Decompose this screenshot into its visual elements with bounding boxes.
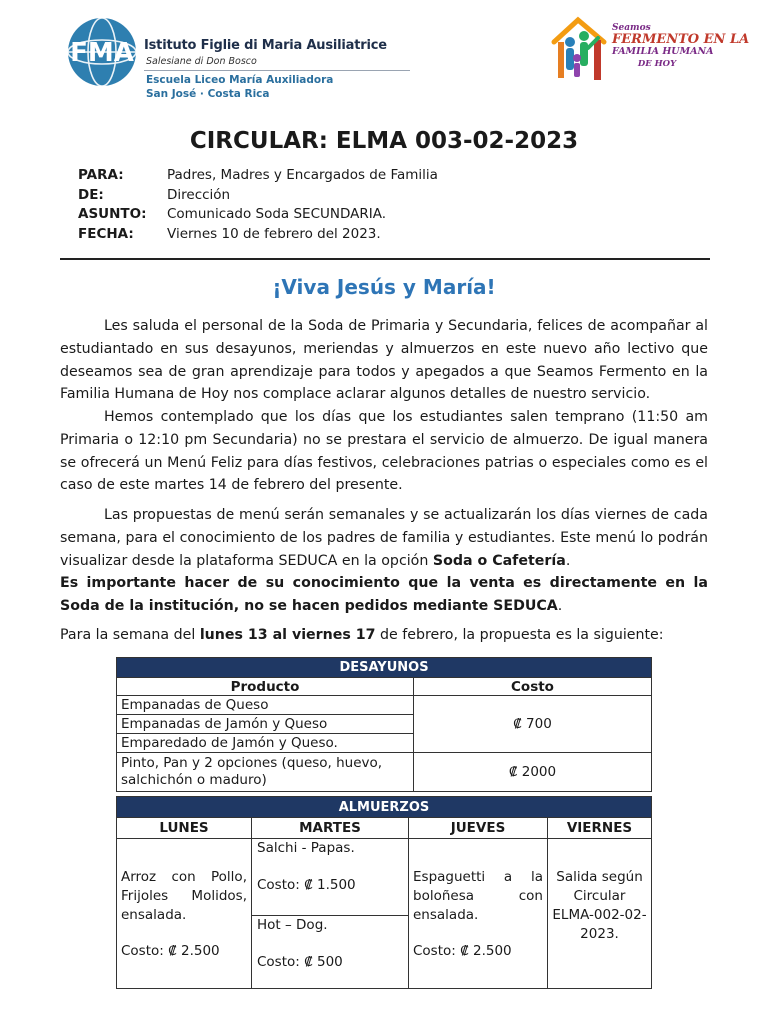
memo-value: Dirección xyxy=(167,186,231,203)
memo-value: Viernes 10 de febrero del 2023. xyxy=(167,225,381,242)
column-header-lunes: LUNES xyxy=(117,818,252,839)
memo-key: DE: xyxy=(78,186,104,203)
dish-text: Arroz con Pollo, Frijoles Molidos, ensalada. xyxy=(121,869,247,923)
fma-globe-emblem-icon xyxy=(66,16,138,88)
dish-text: Hot – Dog. xyxy=(257,917,328,933)
slogan-line: FAMILIA HUMANA xyxy=(612,46,714,57)
table-cell-product: Empanadas de Jamón y Queso xyxy=(117,715,414,734)
dish-text: Espaguetti a la boloñesa con ensalada. xyxy=(413,869,543,923)
viernes-note: Salida según Circular ELMA-002-02-2023. xyxy=(552,869,647,942)
column-header-jueves: JUEVES xyxy=(409,818,548,839)
logo-divider xyxy=(144,70,410,71)
slogan-line: Seamos xyxy=(612,23,651,33)
table-cell-product: Empanadas de Queso xyxy=(117,696,414,715)
lunch-table xyxy=(116,796,652,989)
paragraph-week xyxy=(60,624,708,647)
memo-key: PARA: xyxy=(78,167,124,183)
paragraph-text: . xyxy=(565,552,571,569)
dish-cost: Costo: ₡ 2.500 xyxy=(413,943,512,959)
table-cell-product: Pinto, Pan y 2 opciones (queso, huevo, salchichón o maduro) xyxy=(117,753,414,792)
slogan-text xyxy=(612,22,750,70)
institute-name: Istituto Figlie di Maria Ausiliatrice xyxy=(144,38,387,53)
dish-cost: Costo: ₡ 1.500 xyxy=(257,877,356,893)
institute-subtitle: Salesiane di Don Bosco xyxy=(146,56,257,67)
slogan-line: DE HOY xyxy=(637,59,677,69)
school-city: San José · Costa Rica xyxy=(146,88,270,100)
breakfast-table xyxy=(116,657,652,792)
table-cell-cost: ₡ 700 xyxy=(414,696,652,753)
paragraph-text: de febrero, la propuesta es la siguiente: xyxy=(375,627,664,643)
table-cell-cost: ₡ 2000 xyxy=(414,753,652,792)
dish-cost: Costo: ₡ 500 xyxy=(257,954,343,970)
martes-cell xyxy=(252,839,409,989)
paragraph-schedule: Hemos contemplado que los días que los estudiantes salen temprano (11:50 am Primaria o 12:10 pm Secundaria) no se prestara el servicio de almuerzo. De igual manera se ofrecerá un Menú Feliz para días festivos, celebraciones patrias o especiales como es el caso de este martes 14 de febrero del presente. xyxy=(60,409,708,494)
greeting-heading: ¡Viva Jesús y María! xyxy=(272,275,496,299)
lunes-cell xyxy=(117,839,252,989)
jueves-cell xyxy=(409,839,548,989)
slogan-logo xyxy=(548,12,750,87)
viernes-cell xyxy=(548,839,652,989)
paragraph-menu xyxy=(60,504,708,618)
paragraph-text: . xyxy=(557,598,563,615)
column-header-product: Producto xyxy=(117,678,414,696)
header-divider xyxy=(60,258,710,260)
institute-logo xyxy=(66,14,387,100)
martes-option-1 xyxy=(252,839,408,916)
martes-option-2 xyxy=(252,916,408,988)
table-cell-product: Emparedado de Jamón y Queso. xyxy=(117,734,414,753)
memo-value: Padres, Madres y Encargados de Familia xyxy=(167,167,438,183)
emphasis-text: Soda o Cafetería xyxy=(432,552,566,569)
column-header-viernes: VIERNES xyxy=(548,818,652,839)
emphasis-text: lunes 13 al viernes 17 xyxy=(199,627,376,643)
circular-title: CIRCULAR: ELMA 003-02-2023 xyxy=(189,128,579,154)
school-name: Escuela Liceo María Auxiliadora xyxy=(146,74,334,86)
memo-key: FECHA: xyxy=(78,225,134,242)
paragraph-text: Para la semana del xyxy=(60,627,200,643)
dish-text: Salchi - Papas. xyxy=(257,840,355,856)
slogan-line: FERMENTO EN LA xyxy=(612,32,750,47)
emblem-letters: FMA xyxy=(70,38,134,68)
family-house-icon xyxy=(548,12,618,84)
memo-key: ASUNTO: xyxy=(78,206,147,222)
memo-value: Comunicado Soda SECUNDARIA. xyxy=(167,206,387,222)
paragraph-intro: Les saluda el personal de la Soda de Primaria y Secundaria, felices de acompañar al estudiantado en sus desayunos, meriendas y almuerzos en este nuevo año lectivo que deseamos sea de gran aprendizaje para todos y apegados a que Seamos Fermento en la Familia Humana de Hoy nos complace aclarar algunos detalles de nuestro servicio. xyxy=(60,318,708,403)
lunch-title: ALMUERZOS xyxy=(117,797,652,818)
breakfast-title: DESAYUNOS xyxy=(117,658,652,678)
column-header-martes: MARTES xyxy=(252,818,409,839)
important-notice: Es importante hacer de su conocimiento que la venta es directamente en la Soda de la institución, no se hacen pedidos mediante SEDUCA xyxy=(60,575,708,615)
paragraph-text: Las propuestas de menú serán semanales y se actualizarán los días viernes de cada semana, para el conocimiento de los padres de familia y estudiantes. Este menú lo podrán visualizar desde la plataforma SEDUCA en la opción xyxy=(60,507,708,569)
dish-cost: Costo: ₡ 2.500 xyxy=(121,943,220,959)
column-header-cost: Costo xyxy=(414,678,652,696)
